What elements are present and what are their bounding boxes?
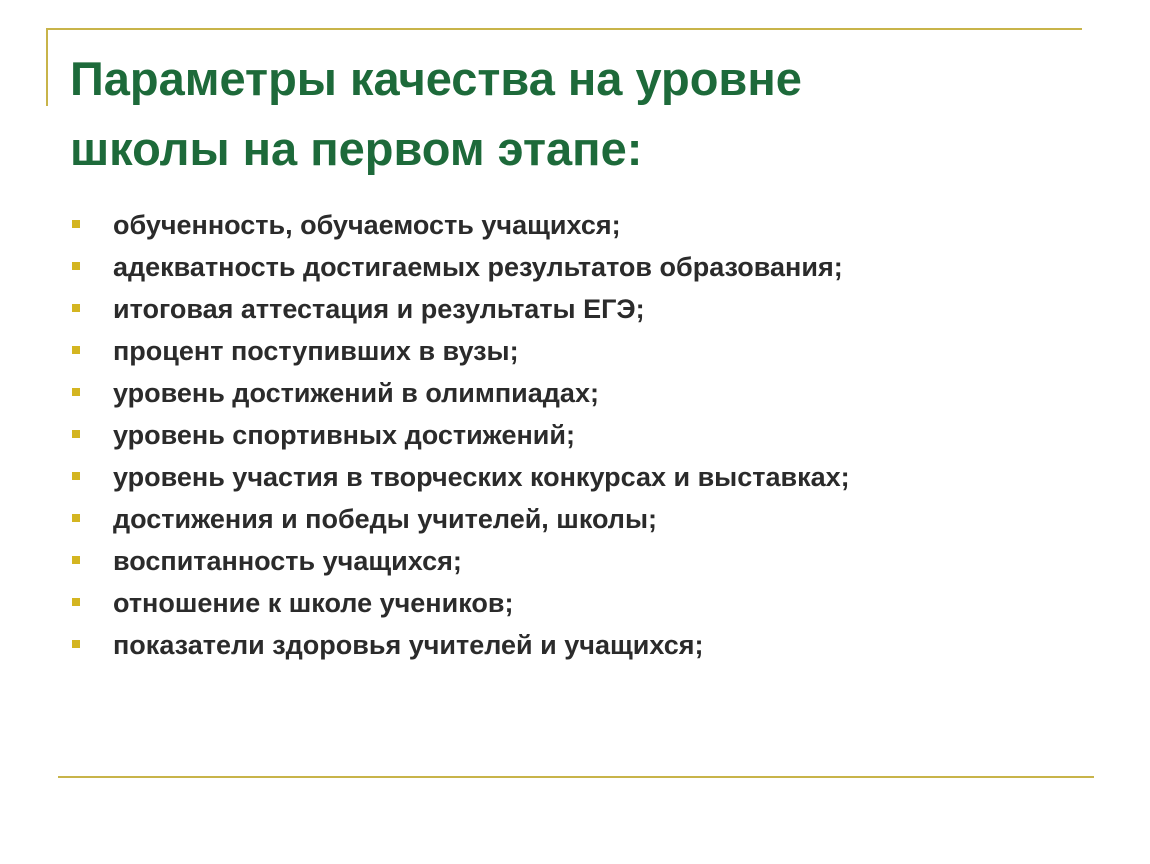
square-bullet-icon (72, 514, 80, 522)
square-bullet-icon (72, 388, 80, 396)
bullet-text: уровень спортивных достижений; (113, 420, 575, 450)
bullet-text: показатели здоровья учителей и учащихся; (113, 630, 704, 660)
bullet-item (72, 246, 1112, 288)
bullet-text: уровень участия в творческих конкурсах и выставках; (113, 462, 850, 492)
title-line-2: школы на первом этапе: (70, 122, 643, 175)
bullet-list (72, 204, 1112, 666)
square-bullet-icon (72, 472, 80, 480)
bullet-text: отношение к школе учеников; (113, 588, 514, 618)
bullet-item (72, 330, 1112, 372)
square-bullet-icon (72, 220, 80, 228)
bullet-text: адекватность достигаемых результатов образования; (113, 252, 843, 282)
bullet-item (72, 582, 1112, 624)
bullet-item (72, 288, 1112, 330)
square-bullet-icon (72, 430, 80, 438)
bullet-text: процент поступивших в вузы; (113, 336, 519, 366)
square-bullet-icon (72, 598, 80, 606)
bullet-item (72, 204, 1112, 246)
bullet-text: достижения и победы учителей, школы; (113, 504, 657, 534)
square-bullet-icon (72, 640, 80, 648)
bullet-text: обученность, обучаемость учащихся; (113, 210, 621, 240)
bullet-item (72, 414, 1112, 456)
top-divider-line (48, 28, 1082, 30)
bullet-item (72, 456, 1112, 498)
bottom-divider-line (58, 776, 1094, 778)
bullet-text: итоговая аттестация и результаты ЕГЭ; (113, 294, 645, 324)
square-bullet-icon (72, 556, 80, 564)
bullet-item (72, 540, 1112, 582)
square-bullet-icon (72, 346, 80, 354)
title-line-1: Параметры качества на уровне (70, 52, 802, 105)
square-bullet-icon (72, 304, 80, 312)
bullet-item (72, 624, 1112, 666)
square-bullet-icon (72, 262, 80, 270)
bullet-item (72, 372, 1112, 414)
left-accent-line (46, 28, 48, 106)
bullet-text: воспитанность учащихся; (113, 546, 462, 576)
bullet-text: уровень достижений в олимпиадах; (113, 378, 599, 408)
bullet-item (72, 498, 1112, 540)
slide-title (70, 44, 1070, 184)
